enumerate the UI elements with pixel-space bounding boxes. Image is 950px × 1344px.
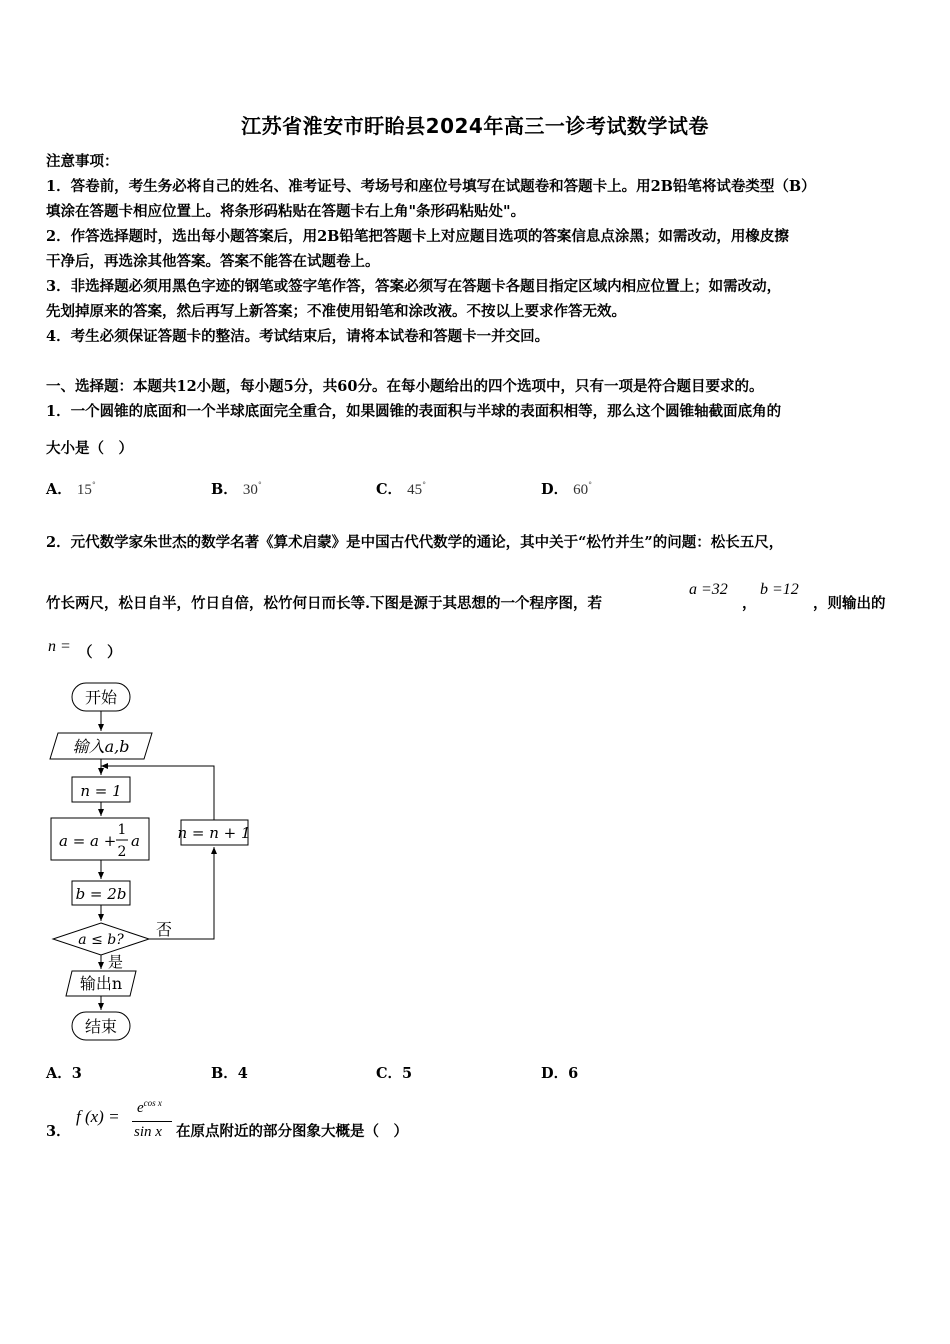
degree-symbol: ° — [588, 480, 593, 490]
flow-n1-label: n = 1 — [80, 782, 122, 800]
flow-assign-a-left: a = a + — [59, 832, 117, 850]
question-1-text: 1．一个圆锥的底面和一个半球底面完全重合，如果圆锥的表面积与半球的表面积相等，那么这个圆锥轴截面底角的 — [46, 403, 782, 420]
notice-line: 填涂在答题卡相应位置上。将条形码粘贴在答题卡右上角"条形码粘贴处"。 — [46, 203, 526, 220]
notice-line: 3．非选择题必须用黑色字迹的钢笔或签字笔作答，答案必须写在答题卡各题目指定区域内相应位置上；如需改动， — [46, 278, 782, 295]
question-2-text-2: 竹长两尺，松日自半，竹日自倍，松竹何日而长等.下图是源于其思想的一个程序图，若 — [46, 595, 603, 612]
fraction-denominator: sin x — [134, 1124, 162, 1140]
fraction-numerator — [137, 1098, 162, 1117]
option-value: 45 — [407, 482, 423, 498]
option-value: 4 — [237, 1065, 248, 1082]
notice-line: 干净后，再选涂其他答案。答案不能答在试题卷上。 — [46, 253, 380, 270]
flow-assign-a-right: a — [131, 832, 140, 850]
notice-line: 2．作答选择题时，选出每小题答案后，用2B铅笔把答题卡上对应题目选项的答案信息点涂黑；如需改动，用橡皮擦 — [46, 228, 789, 245]
question-2-text: 2．元代数学家朱世杰的数学名著《算术启蒙》是中国古代代数学的通论，其中关于“松竹并生”的问题：松长五尺， — [46, 534, 784, 551]
degree-symbol: ° — [422, 480, 427, 490]
notice-line: 4．考生必须保证答题卡的整洁。考试结束后，请将本试卷和答题卡一并交回。 — [46, 328, 550, 345]
question-2-text-3: ，则输出的 — [813, 595, 886, 612]
notice-heading: 注意事项： — [46, 153, 119, 170]
comma: ， — [742, 595, 757, 612]
option-letter: A． — [46, 1065, 72, 1082]
option-letter: C． — [376, 481, 403, 498]
option-letter: D． — [541, 1065, 569, 1082]
option-value: 60 — [573, 482, 589, 498]
b-equals: b =12 — [760, 581, 799, 598]
option-value: 15 — [76, 482, 92, 498]
question-3-text: 在原点附近的部分图象大概是（ ） — [176, 1123, 408, 1140]
degree-symbol: ° — [91, 480, 96, 490]
degree-symbol: ° — [257, 480, 262, 490]
flow-assign-b-label: b = 2b — [75, 885, 127, 903]
question-1-text-2: 大小是（ ） — [46, 440, 133, 457]
flow-input-label: 输入a,b — [72, 737, 130, 756]
flow-frac-num: 1 — [117, 822, 127, 838]
option-letter: B． — [211, 1065, 238, 1082]
option-letter: B． — [211, 481, 238, 498]
option-value: 6 — [568, 1065, 579, 1082]
fraction-bar — [132, 1121, 172, 1122]
q2-option-c[interactable] — [376, 1062, 412, 1083]
option-value: 30 — [242, 482, 258, 498]
numerator-exponent: cos x — [143, 1098, 162, 1108]
function-name: f (x) = — [76, 1107, 120, 1126]
flow-frac-den: 2 — [117, 844, 127, 860]
flow-decision-label: a ≤ b? — [78, 932, 124, 948]
page-title: 江苏省淮安市盱眙县2024年高三一诊考试数学试卷 — [241, 114, 709, 138]
flow-yes-label: 是 — [108, 953, 124, 971]
question-3-number: 3． — [46, 1123, 71, 1140]
numerator-base: e — [137, 1100, 144, 1116]
option-letter: C． — [376, 1065, 403, 1082]
option-letter: A． — [46, 481, 72, 498]
flow-end-label: 结束 — [84, 1017, 118, 1036]
q2-option-b[interactable] — [211, 1062, 248, 1083]
section-heading: 一、选择题：本题共12小题，每小题5分，共60分。在每小题给出的四个选项中，只有一项是符合题目要求的。 — [46, 378, 764, 395]
notice-line: 先划掉原来的答案，然后再写上新答案；不准使用铅笔和涂改液。不按以上要求作答无效。 — [46, 303, 626, 320]
n-equals: n = — [48, 638, 71, 655]
a-equals: a =32 — [689, 581, 728, 598]
flow-start-label: 开始 — [84, 688, 118, 707]
answer-blank: （ ） — [78, 644, 122, 661]
q2-option-a[interactable] — [46, 1062, 82, 1083]
notice-line: 1．答卷前，考生务必将自己的姓名、准考证号、考场号和座位号填写在试题卷和答题卡上。用2B铅笔将试卷类型（B） — [46, 178, 816, 195]
option-value: 3 — [71, 1065, 82, 1082]
option-letter: D． — [541, 481, 569, 498]
flow-increment-label: n = n + 1 — [177, 824, 251, 842]
q2-option-d[interactable] — [541, 1062, 578, 1083]
flow-output-label: 输出n — [79, 974, 123, 993]
flow-no-label: 否 — [156, 920, 173, 939]
option-value: 5 — [402, 1065, 413, 1082]
